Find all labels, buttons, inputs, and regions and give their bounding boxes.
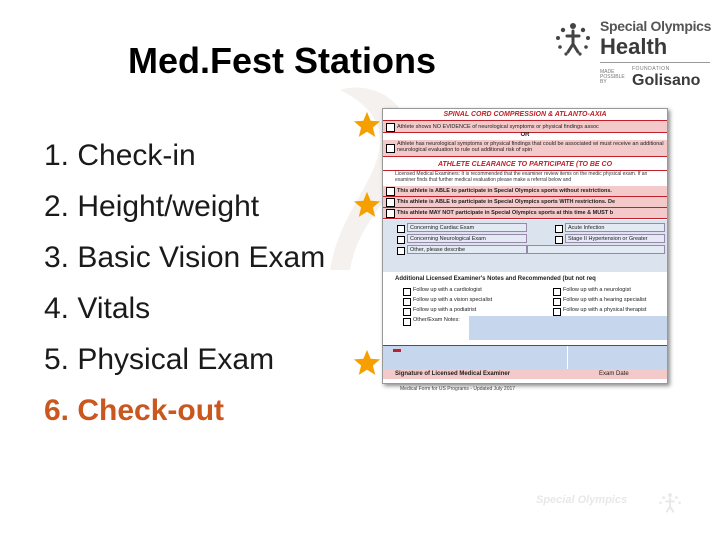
form-signature-labels [383,369,667,379]
station-item-check-in: 1. Check-in [44,139,196,172]
form-checkbox [553,288,561,296]
form-or: OR [520,132,530,138]
form-note-text: Follow up with a physical therapist [563,307,647,313]
form-grid-cell: Stage II Hypertension or Greater [565,234,665,243]
form-checkbox [403,288,411,296]
form-section-clearance: ATHLETE CLEARANCE TO PARTICIPATE (TO BE CO [383,159,667,171]
star-icon [352,348,382,378]
form-checkbox [397,236,405,244]
form-checkbox [553,298,561,306]
form-row-text: This athlete MAY NOT participate in Special Olympics sports at this time & MUST b [397,210,614,216]
form-row-text: Athlete shows NO EVIDENCE of neurological symptoms or physical findings assoc [397,124,599,130]
form-row [383,197,667,208]
form-note-text: Follow up with a podiatrist [413,307,477,313]
form-clearance-note: Licensed Medical Examiners: It is recommended that the examiner review items on the medic physical exam. If an examiner finds that further medical evaluation please make a referral below and [395,171,648,183]
form-row-text: This athlete is ABLE to participate in Special Olympics sports WITH restrictions. De [397,199,616,205]
special-olympics-figure-icon [552,18,594,62]
form-checkbox [386,209,395,218]
form-footer-note: Medical Form for US Programs - Updated July 2017 [400,386,516,392]
form-note-text: Follow up with a vision specialist [413,297,493,303]
medical-form-image [382,108,668,384]
logo-foundation: FOUNDATION [632,66,670,72]
form-checkbox [397,247,405,255]
form-notes [383,286,667,342]
form-checkbox [386,144,395,153]
form-row [383,140,667,157]
form-checkbox [386,123,395,132]
form-signature-label: Signature of Licensed Medical Examiner [395,371,511,377]
form-checkbox [403,298,411,306]
form-divider [567,346,568,370]
form-marker [393,349,401,352]
station-item-physical-exam: 5. Physical Exam [44,343,275,376]
form-note-text: Follow up with a hearing specialist [563,297,647,303]
form-row-text: Athlete has neurological symptoms or physical findings that could be associated wi must receive an additional neurological evaluation to rule out additional risk of spin [397,141,664,153]
form-checkbox [403,308,411,316]
form-checkbox [555,225,563,233]
form-notes-title: Additional Licensed Examiner's Notes and Recommended (but not req [395,276,596,282]
special-olympics-health-logo [552,14,712,94]
logo-sponsor: Golisano [632,72,701,89]
footer-brand: Special Olympics [536,494,628,506]
logo-divider [600,62,710,63]
form-checkbox [403,318,411,326]
station-item-vision-exam: 3. Basic Vision Exam [44,241,326,274]
logo-made-possible: MADE POSSIBLE BY [600,69,625,85]
form-checkbox [386,187,395,196]
form-grid-cell: Concerning Cardiac Exam [407,223,527,232]
station-item-check-out: 6. Check-out [44,394,225,427]
form-note-text: Follow up with a neurologist [563,287,631,293]
star-icon [352,110,382,140]
form-note-text: Other/Exam Notes: [413,317,460,323]
form-row [383,186,667,197]
form-row [383,208,667,219]
form-signature-area [383,345,667,370]
star-icon [352,190,382,220]
form-row-text: This athlete is ABLE to participate in Special Olympics sports without restrictions. [397,188,612,194]
special-olympics-figure-icon [656,490,684,518]
form-notes-field [469,316,667,340]
form-grid-cell: Acute Infection [565,223,665,232]
station-item-vitals: 4. Vitals [44,292,151,325]
form-section-spinal: SPINAL CORD COMPRESSION & ATLANTO-AXIA [383,109,667,121]
logo-line1: Special Olympics [600,18,712,34]
form-checkbox [555,236,563,244]
form-grid-cell [527,245,665,254]
form-grid-cell: Other, please describe [407,245,527,254]
station-list [44,130,325,436]
station-item-height-weight: 2. Height/weight [44,190,260,223]
form-checkbox [386,198,395,207]
logo-line2: Health [600,34,668,59]
form-grid [383,220,667,272]
slide-title: Med.Fest Stations [128,40,437,81]
form-checkbox [553,308,561,316]
form-exam-date-label: Exam Date [599,371,629,377]
form-note-text: Follow up with a cardiologist [413,287,482,293]
form-checkbox [397,225,405,233]
form-grid-cell: Concerning Neurological Exam [407,234,527,243]
